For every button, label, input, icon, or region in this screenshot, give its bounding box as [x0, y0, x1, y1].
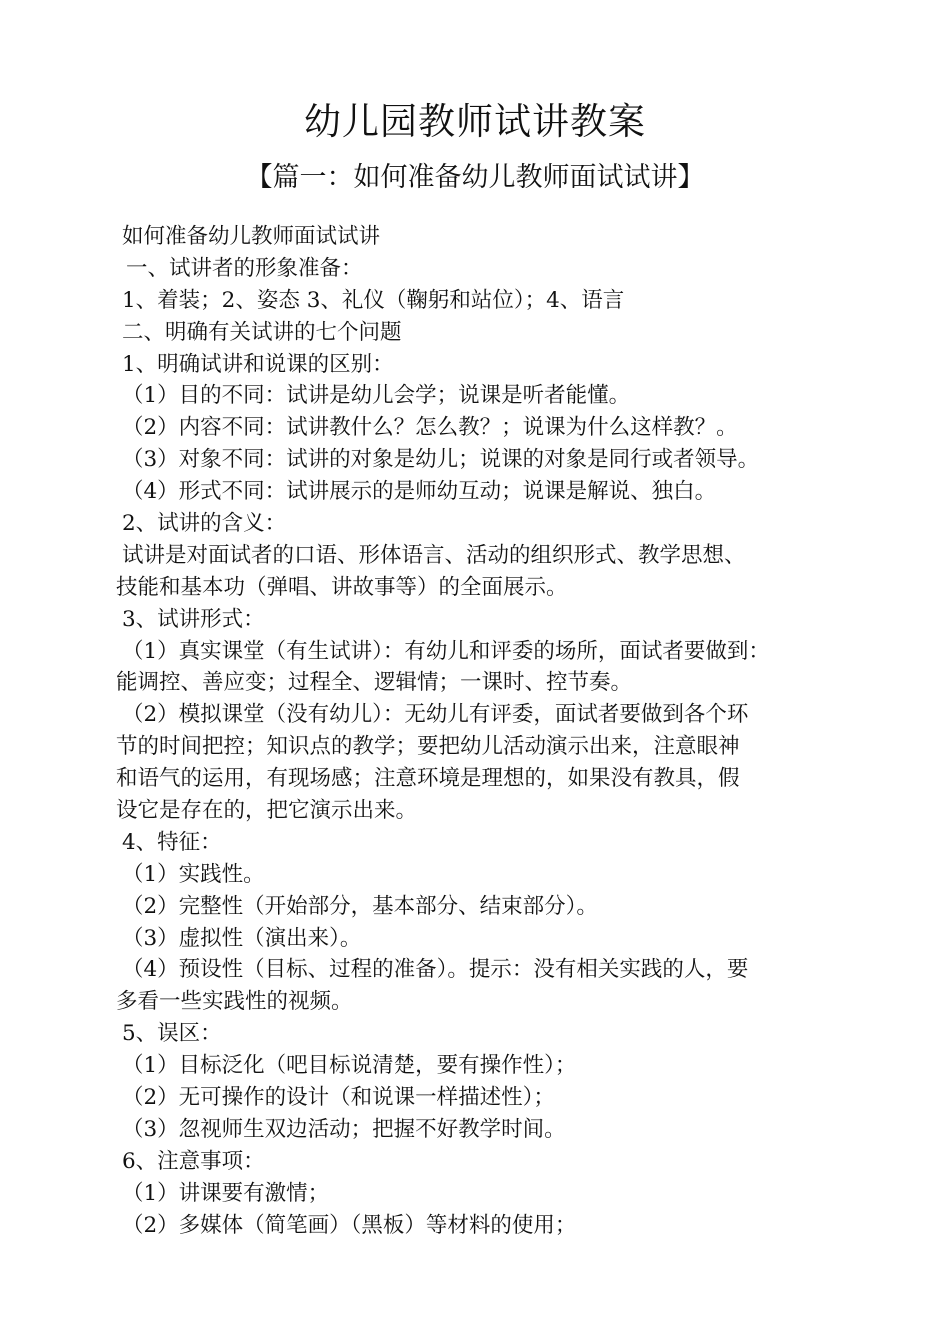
list-item-continuation: 设它是存在的，把它演示出来。 — [116, 798, 418, 824]
body-line: 技能和基本功（弹唱、讲故事等）的全面展示。 — [116, 574, 568, 600]
list-item-continuation: 多看一些实践性的视频。 — [116, 989, 353, 1015]
subsection-heading: 1、明确试讲和说课的区别： — [122, 351, 394, 377]
subsection-heading: 3、试讲形式： — [122, 606, 265, 632]
section-heading: 二、明确有关试讲的七个问题 — [122, 319, 402, 345]
list-item: （1）讲课要有激情； — [122, 1180, 330, 1206]
list-item: （2）无可操作的设计（和说课一样描述性）； — [122, 1085, 555, 1111]
document-body — [116, 221, 856, 1242]
list-item: （4）预设性（目标、过程的准备）。提示：没有相关实践的人，要 — [122, 957, 749, 983]
document-subtitle: 【篇一：如何准备幼儿教师面试试讲】 — [245, 162, 705, 193]
document-title: 幼儿园教师试讲教案 — [304, 100, 646, 143]
list-item-continuation: 能调控、善应变；过程全、逻辑情；一课时、控节奏。 — [116, 670, 633, 696]
subsection-heading: 4、特征： — [122, 829, 222, 855]
list-item: （3）对象不同：试讲的对象是幼儿；说课的对象是同行或者领导。 — [122, 447, 760, 473]
subsection-heading: 5、误区： — [122, 1021, 222, 1047]
list-item-continuation: 和语气的运用，有现场感；注意环境是理想的，如果没有教具，假 — [116, 766, 740, 792]
list-item: （2）模拟课堂（没有幼儿）：无幼儿有评委，面试者要做到各个环 — [122, 702, 749, 728]
list-item: （2）完整性（开始部分，基本部分、结束部分）。 — [122, 893, 598, 919]
list-item: （1）目标泛化（吧目标说清楚，要有操作性）； — [122, 1053, 577, 1079]
body-line: 1、着装；2、姿态 3、礼仪（鞠躬和站位）；4、语言 — [122, 287, 625, 313]
subsection-heading: 2、试讲的含义： — [122, 511, 287, 537]
body-line: 试讲是对面试者的口语、形体语言、活动的组织形式、教学思想、 — [122, 542, 746, 568]
list-item: （4）形式不同：试讲展示的是师幼互动；说课是解说、独白。 — [122, 479, 717, 505]
list-item: （1）实践性。 — [122, 861, 265, 887]
list-item-continuation: 节的时间把控；知识点的教学；要把幼儿活动演示出来，注意眼神 — [116, 734, 740, 760]
intro-line: 如何准备幼儿教师面试试讲 — [122, 224, 381, 249]
list-item: （2）多媒体（简笔画）（黑板）等材料的使用； — [122, 1212, 577, 1238]
list-item: （2）内容不同：试讲教什么？怎么教？；说课为什么这样教？。 — [122, 415, 738, 441]
list-item: （3）虚拟性（演出来）。 — [122, 925, 362, 951]
subsection-heading: 6、注意事项： — [122, 1148, 265, 1174]
section-heading: 一、试讲者的形象准备： — [126, 255, 363, 281]
list-item: （1）目的不同：试讲是幼儿会学；说课是听者能懂。 — [122, 383, 631, 409]
list-item: （3）忽视师生双边活动；把握不好教学时间。 — [122, 1116, 566, 1142]
list-item: （1）真实课堂（有生试讲）：有幼儿和评委的场所，面试者要做到： — [122, 638, 770, 664]
